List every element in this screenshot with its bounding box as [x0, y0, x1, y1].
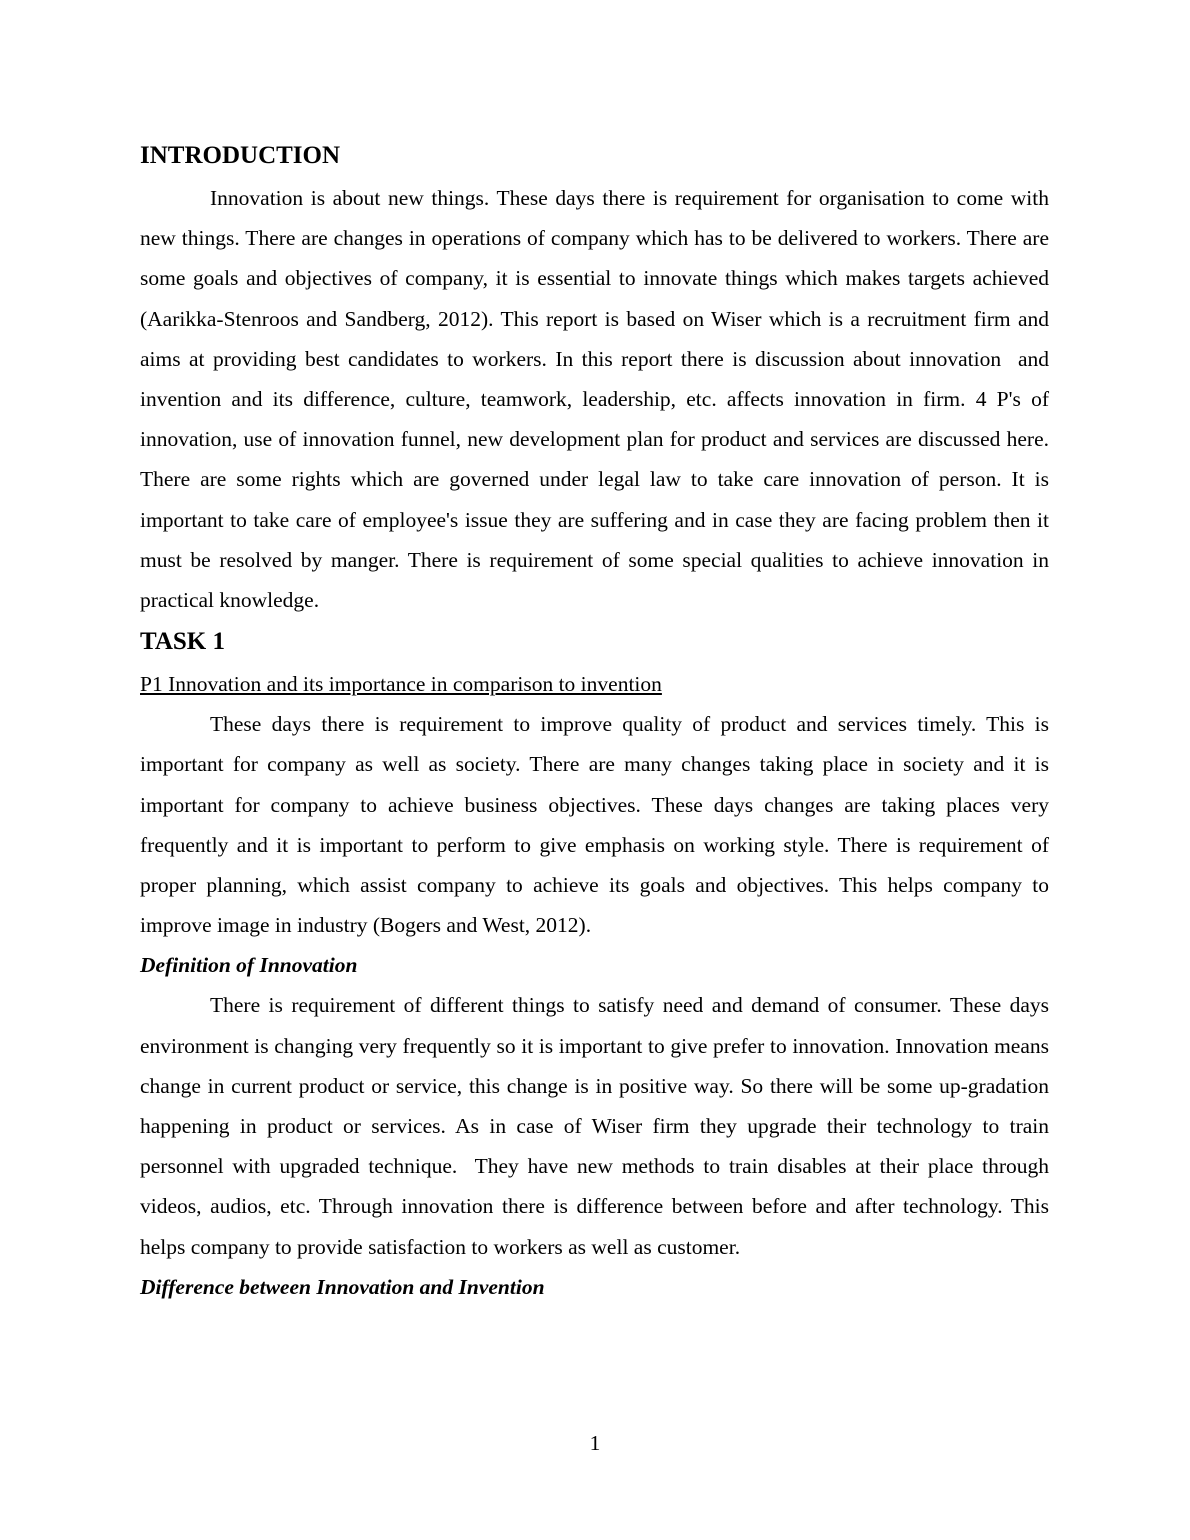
- task1-heading: TASK 1: [140, 628, 225, 656]
- introduction-heading: INTRODUCTION: [140, 142, 341, 169]
- p1-paragraph: These days there is requirement to improve quality of product and services timely. This is important for company as well as society. There are many changes taking place in society and it is important for company to achieve business objectives. These days changes are taking places very frequently and it is important to perform to give emphasis on working style. There is requirement of proper planning, which assist company to achieve its goals and objectives. This helps company to improve image in industry (Bogers and West, 2012).: [140, 712, 1049, 938]
- introduction-paragraph: Innovation is about new things. These days there is requirement for organisation to come with new things. There are changes in operations of company which has to be delivered to workers. There are some goals and objectives of company, it is essential to innovate things which makes targets achieved (Aarikka-Stenroos and Sandberg, 2012). This report is based on Wiser which is a recruitment firm and aims at providing best candidates to workers. In this report there is discussion about innovation and invention and its difference, culture, teamwork, leadership, etc. affects innovation in firm. 4 P's of innovation, use of innovation funnel, new development plan for product and services are discussed here. There are some rights which are governed under legal law to take care innovation of person. It is important to take care of employee's issue they are suffering and in case they are facing problem then it must be resolved by manger. There is requirement of some special qualities to achieve innovation in practical knowledge.: [140, 186, 1055, 613]
- definition-paragraph: There is requirement of different things to satisfy need and demand of consumer. These days environment is changing very frequently so it is important to give prefer to innovation. Innovation means change in current product or service, this change is in positive way. So there will be some up-gradation happening in product or services. As in case of Wiser firm they upgrade their technology to train personnel with upgraded technique. They have new methods to train disables at their place through videos, audios, etc. Through innovation there is difference between before and after technology. This helps company to provide satisfaction to workers as well as customer.: [140, 993, 1055, 1259]
- document-page: [140, 138, 1055, 1307]
- definition-subheading: Definition of Innovation: [140, 953, 358, 978]
- difference-subheading: Difference between Innovation and Invention: [140, 1274, 545, 1299]
- page-number: 1: [589, 1431, 601, 1455]
- p1-subheading: P1 Innovation and its importance in comparison to invention: [140, 672, 662, 697]
